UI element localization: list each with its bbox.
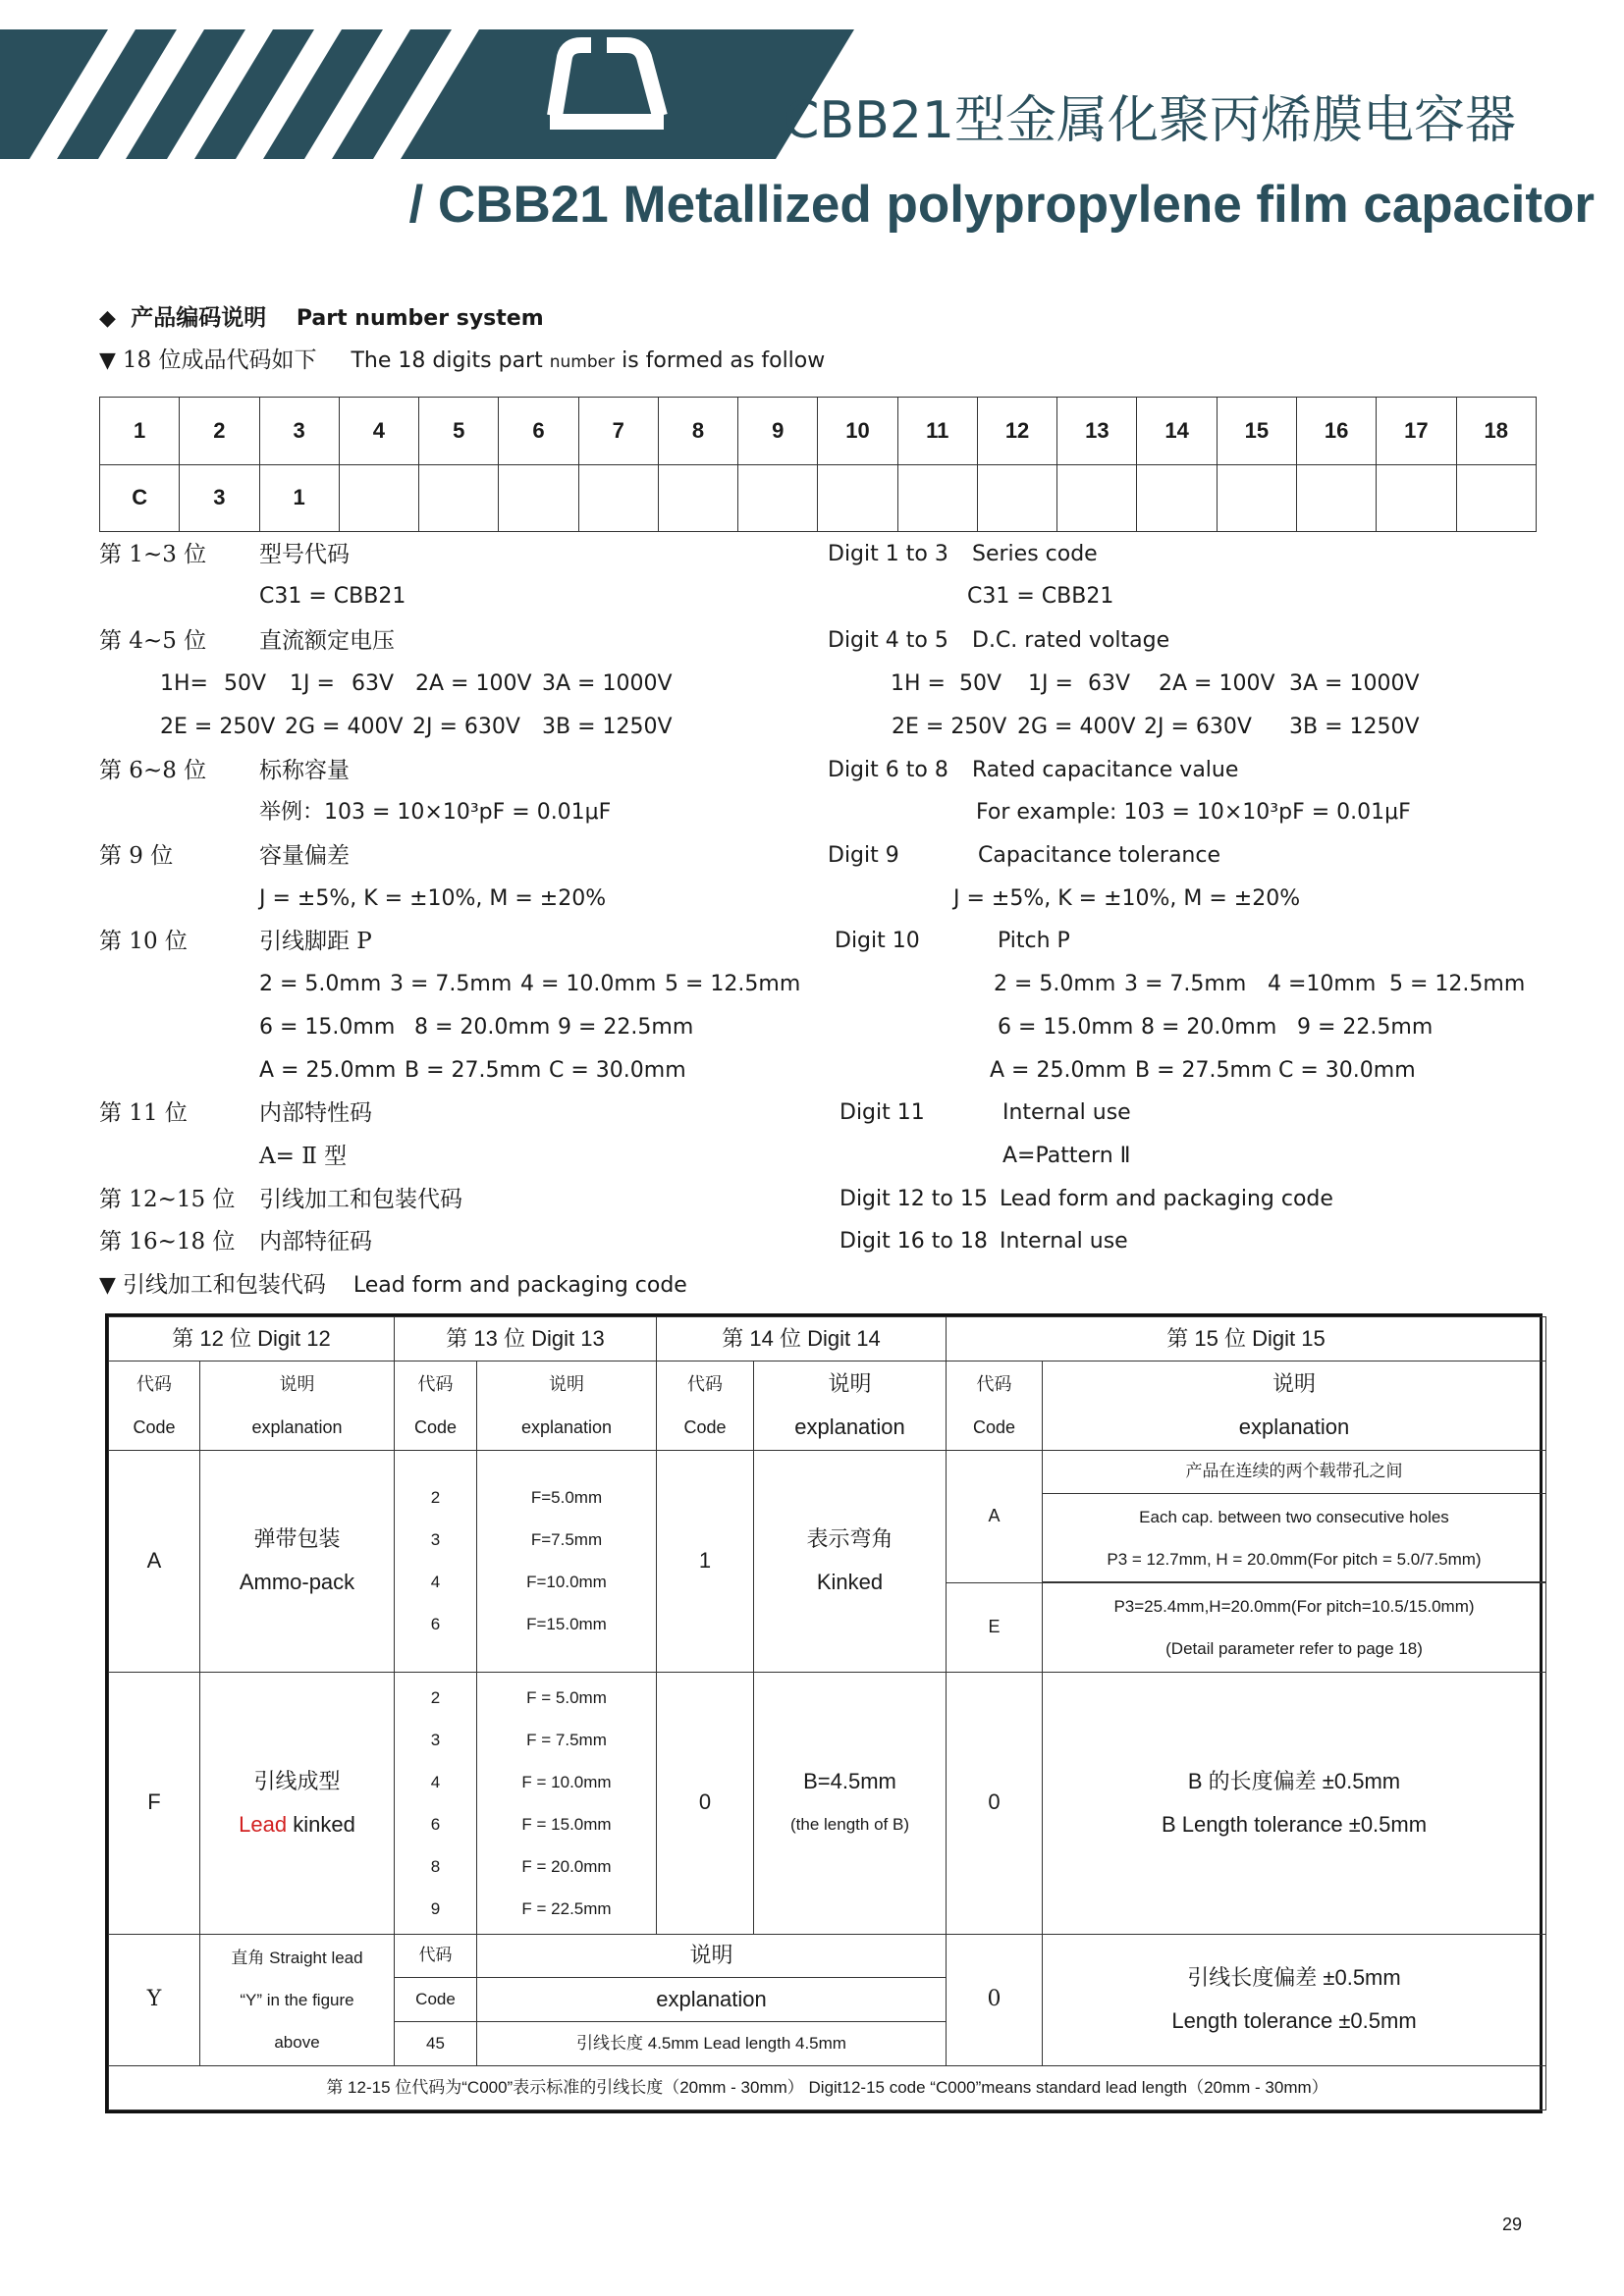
- digit-9-cn: 第 9 位: [99, 843, 174, 869]
- lead-form-table: [105, 1313, 1543, 2113]
- voltage-en-3b: 3B = 1250V: [1289, 715, 1420, 739]
- digit-12-15-cn-label: 引线加工和包装代码: [259, 1187, 462, 1212]
- digit-header-cell: 16: [1296, 398, 1376, 465]
- digit-10-cn: 第 10 位: [99, 929, 188, 954]
- voltage-en-1j: 1J =: [1028, 671, 1073, 696]
- list-item: 2: [430, 1687, 441, 1707]
- digit-value-cell: [578, 464, 658, 532]
- pitch-cn-4: 4 = 10.0mm: [520, 972, 657, 996]
- row-f-d13-expl: [477, 1672, 657, 1934]
- list-item: 3: [430, 1530, 441, 1550]
- voltage-en-3a: 3A = 1000V: [1289, 671, 1420, 696]
- pitch-en-4: 4 =10mm: [1268, 972, 1377, 996]
- digit-1-3-cn-label: 型号代码: [259, 542, 350, 567]
- digit-12-15-en: Digit 12 to 15: [839, 1187, 988, 1211]
- list-item: F=7.5mm: [530, 1530, 603, 1550]
- voltage-cn-2j: 2J = 630V: [412, 715, 520, 739]
- row-y-sub-code-en: Code: [395, 1978, 477, 2022]
- lead-header-row: [109, 1317, 1546, 1362]
- digit-value-cell: [1137, 464, 1217, 532]
- list-item: 6: [430, 1615, 441, 1634]
- digit-16-18-cn-label: 内部特征码: [259, 1229, 372, 1255]
- row-a-d15-code-a: A: [947, 1450, 1043, 1583]
- digit-grid: [99, 397, 1537, 532]
- list-item: F=5.0mm: [530, 1488, 603, 1508]
- digit-10-en-label: Pitch P: [998, 929, 1070, 953]
- row-a-code: A: [109, 1450, 200, 1672]
- row-a-1: [109, 1450, 1546, 1494]
- row-y-d15-code: 0: [947, 1934, 1043, 2065]
- list-item: F=15.0mm: [526, 1615, 607, 1634]
- digit-6-8-cn-label: 标称容量: [259, 758, 350, 783]
- voltage-en-2j: 2J = 630V: [1144, 715, 1252, 739]
- digit-grid-value-row: [100, 464, 1537, 532]
- sub-expl-15: 说明 explanation: [1043, 1361, 1546, 1450]
- row-y-sub-code-cn: 代码: [395, 1934, 477, 1978]
- pitch-en-3: 3 = 7.5mm: [1124, 972, 1247, 996]
- list-item: 2: [430, 1488, 441, 1508]
- sub-code-15: 代码 Code: [947, 1361, 1043, 1450]
- digit-6-8-en: Digit 6 to 8: [828, 758, 948, 782]
- list-item: 8: [430, 1856, 441, 1876]
- section-part-number-heading: ◆ 产品编码说明 Part number system: [99, 304, 544, 331]
- digit-header-cell: 4: [339, 398, 418, 465]
- digit-value-cell: [818, 464, 897, 532]
- voltage-en-2a: 2A = 100V: [1159, 671, 1275, 696]
- header-digit-14: 第 14 位 Digit 14: [657, 1317, 947, 1362]
- row-a-d14-code: 1: [657, 1450, 754, 1672]
- digit-6-8-en-example: For example: 103 = 10×10³pF = 0.01μF: [976, 800, 1411, 825]
- row-y-1: [109, 1934, 1546, 1978]
- pitch-en-6: 6 = 15.0mm: [998, 1015, 1134, 1040]
- digit-16-18-en: Digit 16 to 18: [839, 1229, 988, 1254]
- digit-value-cell: 3: [180, 464, 259, 532]
- digit-header-cell: 8: [658, 398, 737, 465]
- row-f-d14-code: 0: [657, 1672, 754, 1934]
- pitch-cn-c: C = 30.0mm: [549, 1058, 686, 1083]
- row-a-d15-top: 产品在连续的两个载带孔之间: [1043, 1450, 1546, 1494]
- digit-11-en-example: A=Pattern Ⅱ: [1002, 1144, 1131, 1168]
- list-item: F = 7.5mm: [526, 1730, 607, 1749]
- digit-header-cell: 7: [578, 398, 658, 465]
- voltage-cn-1j: 1J =: [290, 671, 335, 696]
- digit-9-cn-label: 容量偏差: [259, 843, 350, 869]
- digit-value-cell: C: [100, 464, 180, 532]
- digit-1-3-en-label: Series code: [972, 542, 1098, 566]
- pitch-en-2: 2 = 5.0mm: [994, 972, 1116, 996]
- list-item: F=10.0mm: [526, 1573, 607, 1592]
- voltage-cn-3b: 3B = 1250V: [542, 715, 673, 739]
- pitch-cn-5: 5 = 12.5mm: [665, 972, 801, 996]
- digit-6-8-cn-example: 举例：103 = 10×10³pF = 0.01μF: [259, 800, 612, 825]
- list-item: F = 5.0mm: [526, 1687, 607, 1707]
- digit-header-cell: 11: [897, 398, 977, 465]
- list-item: 6: [430, 1814, 441, 1834]
- digit-header-cell: 13: [1057, 398, 1137, 465]
- pitch-cn-8: 8 = 20.0mm: [414, 1015, 551, 1040]
- voltage-cn-3a: 3A = 1000V: [542, 671, 673, 696]
- digit-10-en: Digit 10: [835, 929, 920, 953]
- digit-header-cell: 18: [1456, 398, 1536, 465]
- list-item: F = 15.0mm: [521, 1814, 612, 1834]
- row-a-d15-e-desc: P3=25.4mm,H=20.0mm(For pitch=10.5/15.0mm) (Detail parameter refer to page 18): [1043, 1583, 1546, 1673]
- row-f-desc: 引线成型 Lead kinked: [200, 1672, 395, 1934]
- list-item: 4: [430, 1573, 441, 1592]
- sub-code-12: 代码 Code: [109, 1361, 200, 1450]
- list-item: F = 22.5mm: [521, 1898, 612, 1918]
- voltage-en-1h: 1H =: [891, 671, 946, 696]
- digit-header-cell: 15: [1217, 398, 1296, 465]
- digit-10-cn-label: 引线脚距 P: [259, 929, 372, 954]
- digit-9-cn-example: J = ±5%, K = ±10%, M = ±20%: [259, 886, 607, 911]
- lead-footer-row: [109, 2066, 1546, 2110]
- pitch-en-5: 5 = 12.5mm: [1389, 972, 1526, 996]
- digit-4-5-cn-label: 直流额定电压: [259, 628, 395, 654]
- list-item: F = 10.0mm: [521, 1772, 612, 1791]
- row-f-d14-desc: B=4.5mm (the length of B): [754, 1672, 947, 1934]
- voltage-cn-50v: 50V: [224, 671, 267, 696]
- row-a-d15-a-desc: Each cap. between two consecutive holes P3 = 12.7mm, H = 20.0mm(For pitch = 5.0/7.5mm): [1043, 1494, 1546, 1582]
- pitch-en-a: A = 25.0mm: [990, 1058, 1127, 1083]
- digit-value-cell: [658, 464, 737, 532]
- digit-value-cell: [1057, 464, 1137, 532]
- pitch-cn-b: B = 27.5mm: [405, 1058, 542, 1083]
- digit-header-cell: 2: [180, 398, 259, 465]
- title-english: / CBB21 Metallized polypropylene film capacitor: [408, 176, 1595, 234]
- digit-value-cell: [1217, 464, 1296, 532]
- row-y-sub-code: 45: [395, 2022, 477, 2066]
- row-y-desc: 直角 Straight lead “Y” in the figure above: [200, 1934, 395, 2065]
- row-a-d14-desc: 表示弯角 Kinked: [754, 1450, 947, 1672]
- digit-11-en-label: Internal use: [1002, 1100, 1131, 1125]
- digit-6-8-cn: 第 6~8 位: [99, 758, 207, 783]
- page-number: 29: [1502, 2215, 1523, 2234]
- digit-1-3-cn: 第 1~3 位: [99, 542, 207, 567]
- row-f-d13-codes: [395, 1672, 477, 1934]
- digit-header-cell: 14: [1137, 398, 1217, 465]
- voltage-cn-2a: 2A = 100V: [415, 671, 532, 696]
- digit-9-en-example: J = ±5%, K = ±10%, M = ±20%: [953, 886, 1301, 911]
- digit-header-cell: 3: [259, 398, 339, 465]
- row-a-desc: 弹带包装 Ammo-pack: [200, 1450, 395, 1672]
- list-item: 4: [430, 1772, 441, 1791]
- digit-1-3-cn-example: C31 = CBB21: [259, 584, 406, 609]
- row-y-sub-expl-cn: 说明: [477, 1934, 947, 1978]
- row-y-sub-expl: 引线长度 4.5mm Lead length 4.5mm: [477, 2022, 947, 2066]
- digit-value-cell: 1: [259, 464, 339, 532]
- row-f: [109, 1672, 1546, 1934]
- digit-value-cell: [1296, 464, 1376, 532]
- digit-value-cell: [419, 464, 499, 532]
- digit-header-cell: 10: [818, 398, 897, 465]
- digit-header-cell: 6: [499, 398, 578, 465]
- row-y-code: Y: [109, 1934, 200, 2065]
- header-digit-12: 第 12 位 Digit 12: [109, 1317, 395, 1362]
- pitch-cn-3: 3 = 7.5mm: [390, 972, 513, 996]
- digit-11-en: Digit 11: [839, 1100, 925, 1125]
- digit-11-cn-label: 内部特性码: [259, 1100, 372, 1126]
- lead-footer-note: 第 12-15 位代码为“C000”表示标准的引线长度（20mm - 30mm） Digit12-15 code “C000”means standard lead length（20mm - 30mm）: [109, 2066, 1546, 2110]
- row-a-d13-expl: [477, 1450, 657, 1672]
- digit-header-cell: 1: [100, 398, 180, 465]
- digit-value-cell: [738, 464, 818, 532]
- lead-subheader-row: [109, 1361, 1546, 1450]
- voltage-cn-2g: 2G = 400V: [285, 715, 404, 739]
- digit-header-cell: 17: [1377, 398, 1456, 465]
- digit-header-cell: 5: [419, 398, 499, 465]
- digit-11-cn-example: A= Ⅱ 型: [259, 1144, 348, 1169]
- digit-4-5-cn: 第 4~5 位: [99, 628, 207, 654]
- row-a-d15-code-e: E: [947, 1583, 1043, 1673]
- digit-9-en-label: Capacitance tolerance: [978, 843, 1221, 868]
- voltage-cn-63v: 63V: [352, 671, 395, 696]
- row-y-sub-expl-en: explanation: [477, 1978, 947, 2022]
- pitch-cn-9: 9 = 22.5mm: [558, 1015, 694, 1040]
- list-item: 3: [430, 1730, 441, 1749]
- digit-header-cell: 12: [977, 398, 1056, 465]
- header-digit-13: 第 13 位 Digit 13: [395, 1317, 657, 1362]
- header-digit-15: 第 15 位 Digit 15: [947, 1317, 1546, 1362]
- digit-value-cell: [1456, 464, 1536, 532]
- title-chinese: CBB21型金属化聚丙烯膜电容器: [784, 91, 1516, 150]
- list-item: F = 20.0mm: [521, 1856, 612, 1876]
- sub-expl-13: 说明 explanation: [477, 1361, 657, 1450]
- digit-6-8-en-label: Rated capacitance value: [972, 758, 1239, 782]
- digit-1-3-en: Digit 1 to 3: [828, 542, 948, 566]
- pitch-en-c: C = 30.0mm: [1278, 1058, 1416, 1083]
- voltage-en-63v: 63V: [1088, 671, 1131, 696]
- pitch-en-9: 9 = 22.5mm: [1297, 1015, 1434, 1040]
- sub-code-14: 代码 Code: [657, 1361, 754, 1450]
- digit-value-cell: [897, 464, 977, 532]
- voltage-cn-2e: 2E = 250V: [160, 715, 276, 739]
- sub-expl-14: 说明 explanation: [754, 1361, 947, 1450]
- digit-9-en: Digit 9: [828, 843, 899, 868]
- digit-12-15-cn: 第 12~15 位: [99, 1187, 236, 1212]
- row-y-d15-desc: 引线长度偏差 ±0.5mm Length tolerance ±0.5mm: [1043, 1934, 1546, 2065]
- row-f-d15-code: 0: [947, 1672, 1043, 1934]
- row-a-d13-codes: [395, 1450, 477, 1672]
- pitch-cn-a: A = 25.0mm: [259, 1058, 397, 1083]
- digit-1-3-en-example: C31 = CBB21: [967, 584, 1114, 609]
- voltage-en-2e: 2E = 250V: [892, 715, 1007, 739]
- section-digits-heading: ▼ 18 位成品代码如下 The 18 digits part number is formed as follow: [99, 347, 826, 373]
- digit-16-18-cn: 第 16~18 位: [99, 1229, 236, 1255]
- digit-4-5-en-label: D.C. rated voltage: [972, 628, 1170, 653]
- pitch-en-8: 8 = 20.0mm: [1141, 1015, 1277, 1040]
- digit-value-cell: [499, 464, 578, 532]
- digit-header-cell: 9: [738, 398, 818, 465]
- voltage-en-50v: 50V: [959, 671, 1002, 696]
- digit-11-cn: 第 11 位: [99, 1100, 188, 1126]
- list-item: 9: [430, 1898, 441, 1918]
- digit-16-18-en-label: Internal use: [1000, 1229, 1128, 1254]
- digit-value-cell: [339, 464, 418, 532]
- digit-grid-header-row: [100, 398, 1537, 465]
- digit-12-15-en-label: Lead form and packaging code: [1000, 1187, 1333, 1211]
- pitch-cn-6: 6 = 15.0mm: [259, 1015, 396, 1040]
- digit-value-cell: [977, 464, 1056, 532]
- sub-code-13: 代码 Code: [395, 1361, 477, 1450]
- row-f-d15-desc: B 的长度偏差 ±0.5mm B Length tolerance ±0.5mm: [1043, 1672, 1546, 1934]
- digit-value-cell: [1377, 464, 1456, 532]
- digit-4-5-en: Digit 4 to 5: [828, 628, 948, 653]
- sub-expl-12: 说明 explanation: [200, 1361, 395, 1450]
- voltage-cn-1h: 1H=: [160, 671, 208, 696]
- section-lead-heading: ▼ 引线加工和包装代码 Lead form and packaging code: [99, 1272, 687, 1298]
- pitch-cn-2: 2 = 5.0mm: [259, 972, 382, 996]
- voltage-en-2g: 2G = 400V: [1017, 715, 1136, 739]
- row-f-code: F: [109, 1672, 200, 1934]
- pitch-en-b: B = 27.5mm: [1135, 1058, 1272, 1083]
